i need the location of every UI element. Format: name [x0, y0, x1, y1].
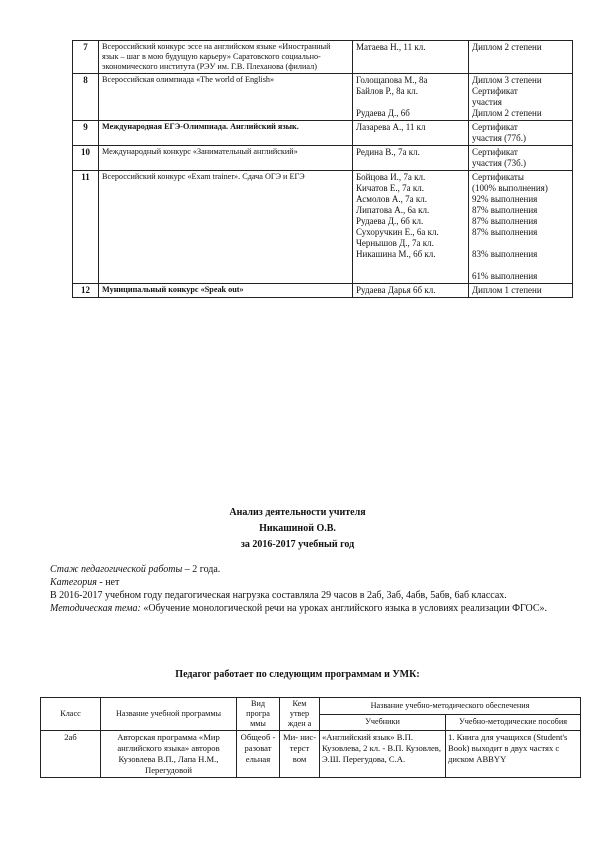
- header-program: Название учебной программы: [101, 698, 237, 731]
- result: 87% выполнения: [472, 216, 538, 226]
- header-aids: Учебно-методические пособия: [446, 714, 581, 731]
- table-row: [41, 731, 581, 778]
- header-support: Название учебно-методического обеспечения: [320, 698, 581, 715]
- analysis-heading: [0, 505, 595, 553]
- contest-number: 7: [73, 41, 99, 74]
- contest-results: [469, 121, 573, 146]
- table-row: [73, 146, 573, 171]
- category: Категория - нет: [50, 577, 120, 588]
- contest-results: [469, 171, 573, 284]
- participant: Лазарева А., 11 кл: [356, 122, 426, 132]
- programs-table: [40, 697, 581, 778]
- table-row: [73, 121, 573, 146]
- contest-name: Всероссийский конкурс эссе на английском языке «Иностранный язык – шаг в мою будущую карьеру» Саратовского социально-экономического института (РЭУ им. Г.В. Плеханова (филиал): [99, 41, 353, 74]
- contest-number: 8: [73, 74, 99, 121]
- programs-header-row: [41, 698, 581, 715]
- contest-results: [469, 146, 573, 171]
- spacer: [472, 260, 569, 271]
- result: Диплом 3 степени: [472, 75, 542, 85]
- contest-participants: [353, 74, 469, 121]
- result: 87% выполнения: [472, 227, 538, 237]
- contest-name: Международная ЕГЭ-Олимпиада. Английский язык.: [99, 121, 353, 146]
- result: (100% выполнения): [472, 183, 548, 193]
- teaching-experience: Стаж педагогической работы – 2 года.: [50, 564, 221, 575]
- result: 92% выполнения: [472, 194, 538, 204]
- contests-table-body: [73, 41, 573, 298]
- result: Сертификат: [472, 147, 518, 157]
- contest-results: [469, 74, 573, 121]
- participant: Байлов Р., 8а кл.: [356, 86, 418, 96]
- table-row: [73, 41, 573, 74]
- heading-line-1: Анализ деятельности учителя: [229, 507, 366, 518]
- table-row: [73, 171, 573, 284]
- participant: Сухоручкин Е., 6а кл.: [356, 227, 439, 237]
- header-textbooks: Учебники: [320, 714, 446, 731]
- contest-number: 11: [73, 171, 99, 284]
- result: Диплом 1 степени: [472, 285, 542, 295]
- contest-participants: [353, 171, 469, 284]
- result: 87% выполнения: [472, 205, 538, 215]
- contest-number: 10: [73, 146, 99, 171]
- spacer: [472, 238, 569, 249]
- participant: Кичатов Е., 7а кл.: [356, 183, 425, 193]
- contest-number: 9: [73, 121, 99, 146]
- header-type: Вид програ ммы: [237, 698, 280, 731]
- contest-name: Всероссийская олимпиада «The world of English»: [99, 74, 353, 121]
- programs-title: Педагог работает по следующим программам и УМК:: [175, 669, 420, 680]
- result: Диплом 2 степени: [472, 108, 542, 118]
- cell-program: Авторская программа «Мир английского языка» авторов Кузовлева В.П., Лапа Н.М., Перегудовой: [101, 731, 237, 778]
- spacer: [356, 97, 465, 108]
- contest-number: 12: [73, 284, 99, 298]
- cell-approved: Ми- нис- терст вом: [280, 731, 320, 778]
- participant: Чернышов Д., 7а кл.: [356, 238, 434, 248]
- participant: Асмолов А., 7а кл.: [356, 194, 427, 204]
- result: Сертификаты: [472, 172, 524, 182]
- contest-results: [469, 284, 573, 298]
- contest-name: Всероссийский конкурс «Exam trainer». Сдача ОГЭ и ЕГЭ: [99, 171, 353, 284]
- result: участия (73б.): [472, 158, 526, 168]
- cell-type: Общеоб - разоват ельная: [237, 731, 280, 778]
- result: Сертификат: [472, 86, 518, 96]
- methodical-theme: Методическая тема: «Обучение монологической речи на уроках английского языка в условиях реализации ФГОС».: [50, 603, 548, 614]
- participant: Рудаева Д., 6б: [356, 108, 410, 118]
- result: 83% выполнения: [472, 249, 538, 259]
- participant: Рудаева Д., 6б кл.: [356, 216, 424, 226]
- participant: Матаева Н., 11 кл.: [356, 42, 426, 52]
- participant: Рудаева Дарья 6б кл.: [356, 285, 436, 295]
- cell-textbook: «Английский язык» В.П. Кузовлева, 2 кл. - В.П. Кузовлев, Э.Ш. Перегудова, С.А.: [320, 731, 446, 778]
- heading-teacher-name: Никашиной О.В.: [259, 523, 336, 534]
- result: участия (77б.): [472, 133, 526, 143]
- result: 61% выполнения: [472, 271, 538, 281]
- teaching-load: В 2016-2017 учебном году педагогическая нагрузка составляла 29 часов в 2аб, 3аб, 4абв, 5абв, 6аб классах.: [50, 590, 507, 601]
- participant: Голощапова М., 8а: [356, 75, 428, 85]
- teacher-info: [50, 563, 575, 615]
- contest-results: [469, 41, 573, 74]
- participant: Бойцова И., 7а кл.: [356, 172, 426, 182]
- contest-name: Международный конкурс «Занимательный английский»: [99, 146, 353, 171]
- result: Сертификат: [472, 122, 518, 132]
- header-class: Класс: [41, 698, 101, 731]
- contest-participants: [353, 146, 469, 171]
- participant: Редина В., 7а кл.: [356, 147, 420, 157]
- cell-class: 2аб: [41, 731, 101, 778]
- result: участия: [472, 97, 502, 107]
- table-row: [73, 74, 573, 121]
- participant: Липатова А., 6а кл.: [356, 205, 430, 215]
- contest-participants: [353, 121, 469, 146]
- result: Диплом 2 степени: [472, 42, 542, 52]
- contest-participants: [353, 284, 469, 298]
- contests-table: [72, 40, 573, 298]
- table-row: [73, 284, 573, 298]
- contest-participants: [353, 41, 469, 74]
- cell-aid: 1. Книга для учащихся (Student's Book) выходит в двух частях с диском ABBYY: [446, 731, 581, 778]
- heading-year: за 2016-2017 учебный год: [240, 539, 355, 550]
- header-approved: Кем утвер жден а: [280, 698, 320, 731]
- participant: Никашина М., 6б кл.: [356, 249, 436, 259]
- contest-name: Муниципальный конкурс «Speak out»: [99, 284, 353, 298]
